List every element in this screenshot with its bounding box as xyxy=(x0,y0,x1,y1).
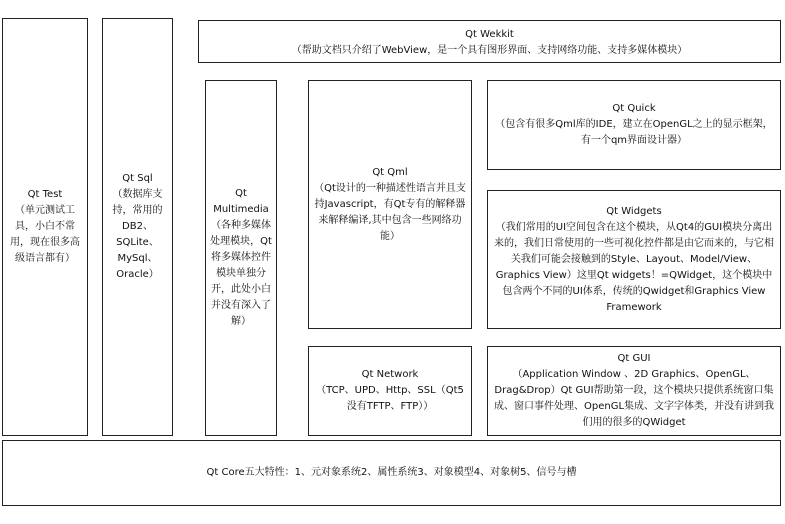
qt-sql-title: Qt Sql xyxy=(122,173,153,184)
qt-multimedia-box xyxy=(205,80,277,436)
qt-core-desc: 五大特性：1、元对象系统2、属性系统3、对象模型4、对象树5、信号与槽 xyxy=(244,467,577,478)
qt-quick-title: Qt Quick xyxy=(612,103,656,114)
qt-widgets-title: Qt Widgets xyxy=(606,205,662,217)
qt-gui-box xyxy=(487,346,781,436)
qt-multimedia-desc: （各种多媒体处理模块，Qt将多媒体控件模块单独分开，此处小白并没有深入了解） xyxy=(210,220,272,327)
qt-network-desc: （TCP、UPD、Http、SSL（Qt5没有TFTP、FTP）） xyxy=(316,385,464,412)
qt-qml-box xyxy=(308,80,472,329)
qt-test-desc: （单元测试工具，小白不常用，现在很多高级语言都有） xyxy=(10,205,80,264)
qt-core-box xyxy=(2,440,781,506)
qt-webkit-title: Qt Wekkit xyxy=(465,29,514,40)
qt-widgets-box xyxy=(487,190,781,329)
qt-network-title: Qt Network xyxy=(361,369,419,380)
qt-widgets-desc: （我们常用的UI空间包含在这个模块，从Qt4的GUI模块分离出来的，我们日常使用的一些可视化控件都是由它而来的，与它相关我们可能会接触到的Style、Layout、Model/View、Graphics View）这里Qt widgets！=QWidget，这个模块中包含两个不同的UI体系，传统的Qwidget和Graphics View Framework xyxy=(494,221,774,313)
qt-core-title: Qt Core xyxy=(206,467,245,478)
qt-test-title: Qt Test xyxy=(27,189,63,200)
qt-webkit-box xyxy=(198,20,781,63)
qt-multimedia-title: Qt Multimedia xyxy=(213,188,269,215)
qt-qml-title: Qt Qml xyxy=(372,166,408,178)
qt-network-box xyxy=(308,346,472,436)
qt-sql-box xyxy=(102,18,173,436)
qt-qml-desc: （Qt设计的一种描述性语言并且支持Javascript，有Qt专有的解释器来解释编译,其中包含一些网络功能） xyxy=(314,182,466,242)
qt-sql-desc: （数据库支持，常用的DB2、SQLite、MySql、Oracle） xyxy=(112,189,163,280)
qt-quick-desc: （包含有很多Qml库的IDE，建立在OpenGL之上的显示框架，有一个qm界面设计器） xyxy=(495,119,773,146)
qt-gui-title: Qt GUI xyxy=(617,353,651,364)
qt-quick-box xyxy=(487,80,781,170)
qt-gui-desc: （Application Window 、2D Graphics、OpenGL、Drag&Drop）Qt GUI帮助第一段，这个模块只提供系统窗口集成、窗口事件处理、OpenGL集成、文字字体类，并没有讲到我们用的很多的QWidget xyxy=(493,369,775,428)
qt-test-box xyxy=(2,18,88,436)
qt-webkit-desc: （帮助文档只介绍了WebView，是一个具有图形界面、支持网络功能、支持多媒体模块） xyxy=(291,45,688,56)
